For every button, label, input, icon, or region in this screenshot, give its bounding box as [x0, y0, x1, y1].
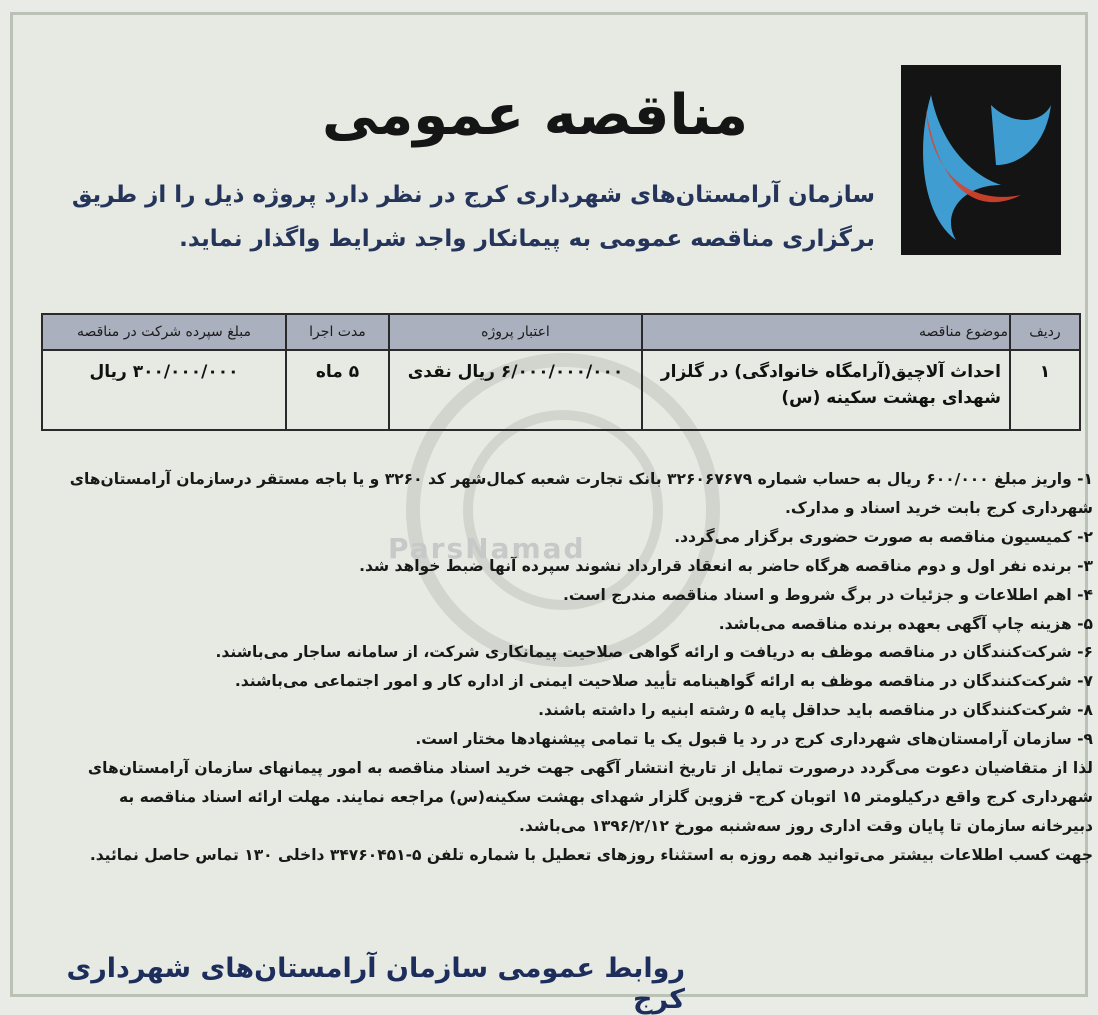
- table-row: [42, 350, 1080, 430]
- bird-logo-icon: [901, 65, 1061, 255]
- condition-item: ۹- سازمان آرامستان‌های شهرداری کرج در رد یا قبول یک یا تمامی پیشنهادها مختار است.: [415, 730, 1093, 749]
- cell-row-number: ۱: [1010, 350, 1080, 430]
- condition-item: ۲- کمیسیون مناقصه به صورت حضوری برگزار می‌گردد.: [674, 527, 1093, 546]
- header-credit: اعتبار پروژه: [389, 314, 642, 350]
- condition-item: ۶- شرکت‌کنندگان در مناقصه موظف به دریافت و ارائه گواهی صلاحیت پیمانکاری شرکت، از سامانه ساجار می‌باشند.: [215, 643, 1093, 662]
- header-subject: موضوع مناقصه: [642, 314, 1010, 350]
- contact-paragraph: جهت کسب اطلاعات بیشتر می‌توانید همه روزه به استثناء روزهای تعطیل با شماره تلفن ۵-۳۴۷۶۰۴۵۱ داخلی ۱۳۰ تماس حاصل نمائید.: [89, 845, 1093, 864]
- watermark-text: ParsNamad: [388, 532, 586, 565]
- closing-paragraph: لذا از متقاضیان دعوت می‌گردد درصورت تمایل از تاریخ انتشار آگهی جهت خرید اسناد مناقصه به امور پیمانهای سازمان آرامستان‌های شهرداری کرج واقع درکیلومتر ۱۵ اتوبان کرج- قزوین گلزار شهدای بهشت سکینه(س) مراجعه نمایند. مهلت ارائه اسناد مناقصه به دبیرخانه سازمان تا پایان وقت اداری روز سه‌شنبه مورخ ۱۳۹۶/۲/۱۲ می‌باشد.: [87, 759, 1093, 835]
- tender-table: [41, 313, 1081, 431]
- conditions-block: [53, 465, 1093, 870]
- condition-item: ۸- شرکت‌کنندگان در مناقصه باید حداقل پایه ۵ رشته ابنیه را داشته باشند.: [538, 701, 1093, 720]
- cell-deposit: ۳۰۰/۰۰۰/۰۰۰ ریال: [42, 350, 286, 430]
- condition-item: ۳- برنده نفر اول و دوم مناقصه هرگاه حاضر به انعقاد قرارداد نشوند سپرده آنها ضبط خواهد شد.: [359, 556, 1093, 575]
- tender-notice-page: [10, 12, 1093, 1015]
- page-title: مناقصه عمومی: [321, 83, 749, 148]
- organization-logo: [901, 65, 1061, 255]
- condition-item: ۴- اهم اطلاعات و جزئیات در برگ شروط و اسناد مناقصه مندرج است.: [562, 585, 1093, 604]
- intro-paragraph: سازمان آرامستان‌های شهرداری کرج در نظر دارد پروژه ذیل را از طریق برگزاری مناقصه عمومی به پیمانکار واجد شرایط واگذار نماید.: [71, 182, 875, 252]
- header-deposit: مبلغ سپرده شرکت در مناقصه: [42, 314, 286, 350]
- condition-item: ۵- هزینه چاپ آگهی بعهده برنده مناقصه می‌باشد.: [718, 614, 1093, 633]
- cell-duration: ۵ ماه: [286, 350, 389, 430]
- header-row-number: ردیف: [1010, 314, 1080, 350]
- table-header-row: [42, 314, 1080, 350]
- cell-subject: احداث آلاچیق(آرامگاه خانوادگی) در گلزار شهدای بهشت سکینه (س): [642, 350, 1010, 430]
- cell-credit: ۶/۰۰۰/۰۰۰/۰۰۰ ریال نقدی: [389, 350, 642, 430]
- header-duration: مدت اجرا: [286, 314, 389, 350]
- condition-item: ۷- شرکت‌کنندگان در مناقصه موظف به ارائه گواهینامه تأیید صلاحیت ایمنی از اداره کار و امور اجتماعی می‌باشند.: [234, 672, 1093, 691]
- footer-signature: روابط عمومی سازمان آرامستان‌های شهرداری کرج: [66, 953, 685, 1015]
- condition-item: ۱- واریز مبلغ ۶۰۰/۰۰۰ ریال به حساب شماره ۳۲۶۰۶۷۶۷۹ بانک تجارت شعبه کمال‌شهر کد ۳۲۶۰ و یا باجه مستقر درسازمان آرامستان‌های شهرداری کرج بابت خرید اسناد و مدارک.: [69, 470, 1093, 517]
